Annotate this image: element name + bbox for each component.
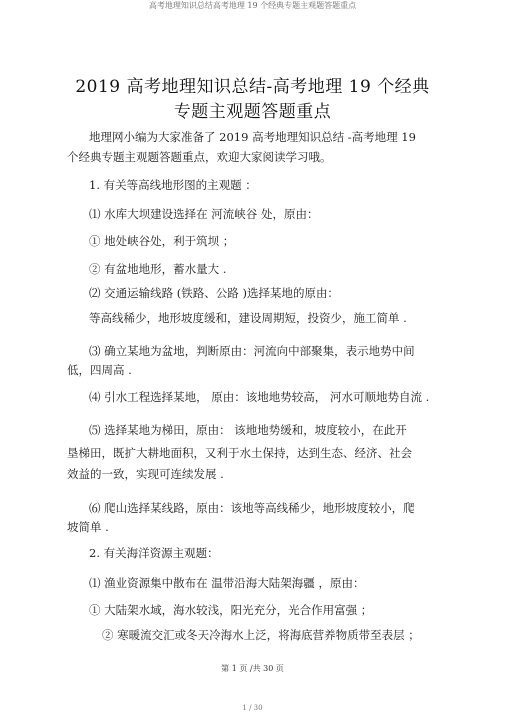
body-line: 地理网小编为大家准备了 2019 高考地理知识总结 -高考地理 19 xyxy=(89,130,416,144)
body-line: ⑸ 选择某地为梯田，原由： 该地地势缓和，坡度较小，在此开 xyxy=(89,423,407,437)
section-heading: 2. 有关海洋资源主观题： xyxy=(89,546,219,560)
page-footer: 第 1 页 /共 30 页 xyxy=(221,664,284,673)
body-line: ⑵ 交通运输线路 (铁路、公路 )选择某地的原由： xyxy=(89,286,339,300)
body-line: 垦梯田，既扩大耕地面积，又利于水土保持，达到生态、经济、社会 xyxy=(67,446,412,460)
body-line: 个经典专题主观题答题重点，欢迎大家阅读学习哦。 xyxy=(67,150,332,164)
body-line: ⑶ 确立某地为盆地，判断原由：河流向中部聚集，表示地势中间 xyxy=(89,344,415,358)
body-line: ① 大陆架水域，海水较浅，阳光充分，光合作用富强 ； xyxy=(89,603,373,617)
title-line-2: 专题主观题答题重点 xyxy=(173,102,332,122)
body-line: ② 有盆地地形，蓄水量大 . xyxy=(89,262,227,276)
body-line: 效益的一致，实现可连续发展 . xyxy=(67,467,224,481)
title-line-1: 2019 高考地理知识总结-高考地理 19 个经典 xyxy=(75,77,430,97)
document-header: 高考地理知识总结高考地理 19 个经典专题主观题答题重点 xyxy=(148,1,357,10)
body-line: 低，四周高 . xyxy=(67,363,132,377)
body-line: ⑴ 水库大坝建设选择在 河流峡谷 处，原由： xyxy=(89,207,319,221)
body-line: ② 寒暖流交汇或冬天冷海水上泛，将海底营养物质带至表层 ； xyxy=(102,628,420,642)
page-indicator: 1 / 30 xyxy=(242,704,263,712)
section-heading: 1. 有关等高线地形图的主观题 ： xyxy=(89,178,257,192)
body-line: ⑹ 爬山选择某线路，原由：该地等高线稀少，地形坡度较小，爬 xyxy=(89,501,415,515)
body-line: 等高线稀少，地形坡度缓和，建设周期短，投资少，施工简单 . xyxy=(89,311,407,325)
body-line: 坡简单 . xyxy=(67,520,109,534)
body-line: ⑷ 引水工程选择某地， 原由：该地地势较高， 河水可顺地势自流 . xyxy=(89,390,430,404)
body-line: ⑴ 渔业资源集中散布在 温带沿海大陆架海疆 ，原由： xyxy=(89,576,365,590)
body-line: ① 地处峡谷处，利于筑坝 ； xyxy=(89,234,235,248)
